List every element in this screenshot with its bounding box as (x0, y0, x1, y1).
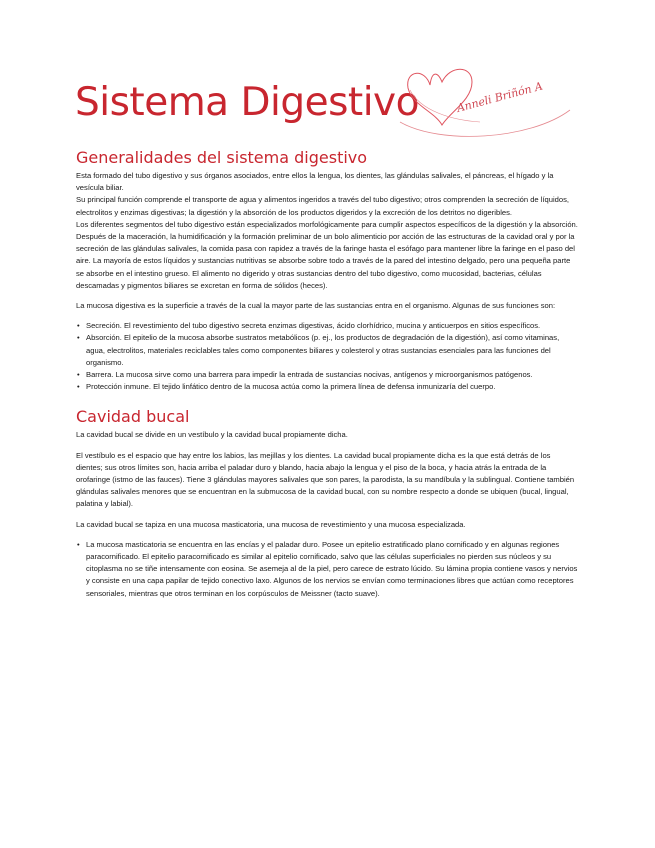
list-item: • Protección inmune. El tejido linfático dentro de la mucosa actúa como la primera línea de defensa inmunizaría del cuerpo. (76, 381, 579, 393)
paragraph: El vestíbulo es el espacio que hay entre los labios, las mejillas y los dientes. La cavidad bucal propiamente dicha es la que está detrás de los dientes; sus otros límites son, hacia arriba el paladar duro y blando, hacia abajo la lengua y el piso de la boca, y hacia atrás la entrada de la orofaringe (istmo de las fauces). Tiene 3 glándulas mayores salivales que son pares, la parodista, la su mandíbula y la sublingual. Contiene también glándulas salivales menores que se encuentran en la submucosa de la cavidad bucal, con su nombre respecto a donde se ubiquen (bucal, lingual, palatina y labial). (76, 450, 575, 509)
paragraph: Esta formado del tubo digestivo y sus órganos asociados, entre ellos la lengua, los dientes, las glándulas salivales, el páncreas, el hígado y la vesícula biliar. (76, 171, 554, 193)
section-heading: Cavidad bucal (76, 407, 190, 427)
section-heading: Generalidades del sistema digestivo (76, 148, 368, 167)
list-item: • Barrera. La mucosa sirve como una barrera para impedir la entrada de sustancias nocivas, antígenos y microorganismos patógenos. (76, 369, 579, 381)
paragraph: La cavidad bucal se divide en un vestíbulo y la cavidad bucal propiamente dicha. (76, 430, 348, 440)
signature-heart-image (380, 50, 580, 150)
list-item: • La mucosa masticatoria se encuentra en las encías y el paladar duro. Posee un epitelio estratificado plano cornificado y en algunas regiones paracornificado. El epitelio paracornificado es similar al epitelio cornificado, salvo que las células superficiales no pierden sus núcleos y su citoplasma no se tiñe intensamente con eosina. Se asemeja al de la piel, pero carece de estrato lúcido. Su lámina propia contiene vasos y nervios y consiste en una capa papilar de tejido conectivo laxo. Algunos de los nervios se envían como terminaciones libres que actúan como receptores sensoriales, mientras que otros terminan en los corpúsculos de Meissner (tacto suave). (76, 539, 579, 600)
section-cavidad-bucal (76, 407, 579, 599)
list-item: • Secreción. El revestimiento del tubo digestivo secreta enzimas digestivas, ácido clorhídrico, mucina y anticuerpos en sitios específicos. (76, 320, 579, 332)
paragraph: Su principal función comprende el transporte de agua y alimentos ingeridos a través del tubo digestivo; otros comprenden la secreción de líquidos, electrolitos y enzimas digestivas; la digestión y la absorción de los productos digeridos y la excreción de los detritos no digeribles. (76, 195, 570, 217)
main-content (76, 148, 579, 600)
signature-text: Anneli Briñón A (455, 79, 545, 115)
paragraph: La cavidad bucal se tapiza en una mucosa masticatoria, una mucosa de revestimiento y una mucosa especializada. (76, 519, 466, 529)
mucosa-list (76, 539, 579, 600)
section-generalidades (76, 148, 579, 393)
paragraph: Los diferentes segmentos del tubo digestivo están especializados morfológicamente para cumplir aspectos específicos de la digestión y la absorción. Después de la maceración, la humidificación y la formación preliminar de un bolo alimenticio por acción de las estructuras de la cavidad oral y por la secreción de las glándulas salivales, la comida pasa con rapidez a través de la faringe hasta el esófago para mantener libre la faringe en el paso del aire. La mayoría de estos líquidos y sustancias nutritivas se absorbe sobre todo a través de la pared del intestino delgado, pero una pequeña parte se absorbe en el intestino grueso. El alimento no digerido y otras sustancias dentro del tubo digestivo, como mucosidad, bacterias, células descamadas y pigmentos biliares se excretan en forma de sólidos (heces). (76, 219, 578, 290)
page-title: Sistema Digestivo (75, 80, 419, 125)
paragraph: La mucosa digestiva es la superficie a través de la cual la mayor parte de las sustancias entra en el organismo. Algunas de sus funciones son: (76, 301, 556, 311)
functions-list (76, 320, 579, 393)
list-item: • Absorción. El epitelio de la mucosa absorbe sustratos metabólicos (p. ej., los productos de degradación de la digestión), así como vitaminas, agua, electrolitos, materiales reciclables tales como componentes biliares y colesterol y otras sustancias esenciales para las funciones del organismo. (76, 332, 579, 369)
